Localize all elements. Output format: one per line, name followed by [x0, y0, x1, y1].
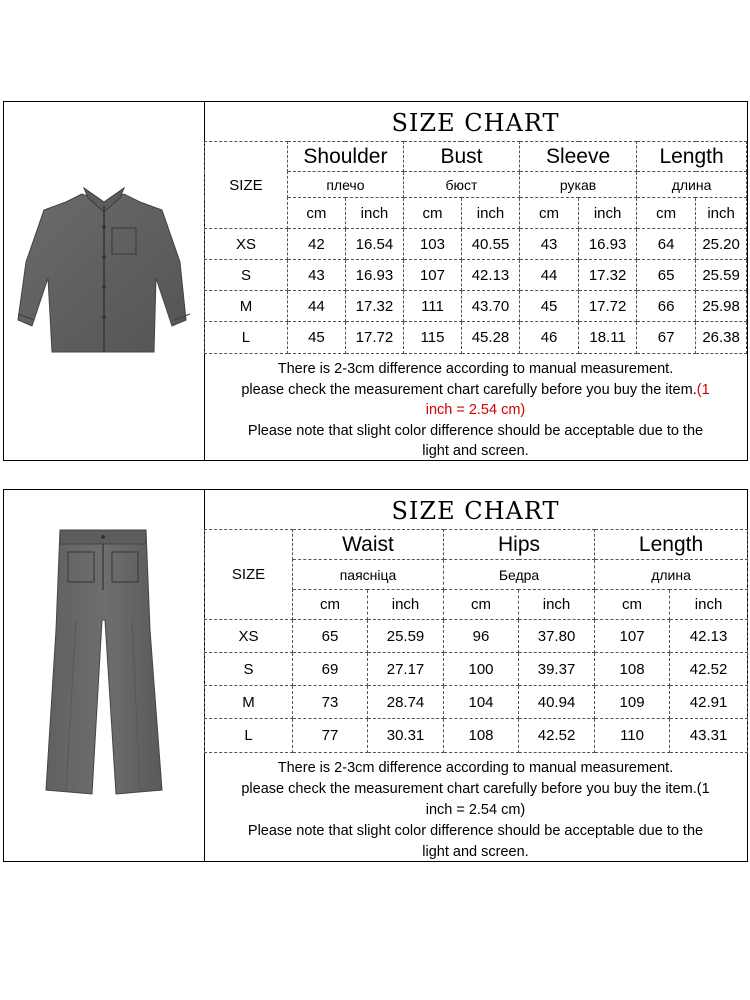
note-conversion: inch = 2.54 cm)	[425, 802, 526, 818]
value-cell: 17.72	[579, 291, 637, 322]
value-cell: 44	[520, 260, 579, 291]
value-cell: 17.32	[345, 291, 403, 322]
size-cell: S	[205, 260, 288, 291]
value-cell: 39.37	[519, 653, 595, 686]
value-cell: 67	[637, 322, 696, 354]
shirt-notes	[204, 359, 747, 462]
note-text: please check the measurement chart carefully before you buy the item.	[241, 381, 697, 398]
unit-inch: inch	[345, 198, 403, 229]
value-cell: 73	[293, 686, 368, 719]
shirt-size-chart-panel	[3, 101, 748, 461]
trousers-size-table	[204, 529, 748, 753]
value-cell: 42.52	[670, 653, 748, 686]
value-cell: 107	[403, 260, 461, 291]
value-cell: 42.52	[519, 719, 595, 753]
note-conversion: inch = 2.54 cm)	[425, 402, 526, 418]
size-cell: S	[205, 653, 293, 686]
value-cell: 42	[287, 229, 345, 260]
value-cell: 25.59	[696, 260, 747, 291]
length-translation: длина	[595, 560, 748, 590]
table-row	[205, 260, 747, 291]
value-cell: 27.17	[368, 653, 444, 686]
unit-inch: inch	[368, 590, 444, 620]
note-line: There is 2-3cm difference according to manual measurement.	[277, 760, 674, 776]
unit-cm: cm	[403, 198, 461, 229]
shirt-image	[4, 102, 204, 460]
table-row	[205, 686, 748, 719]
hips-header: Hips	[444, 530, 595, 560]
value-cell: 16.93	[345, 260, 403, 291]
shirt-chart	[204, 102, 747, 460]
value-cell: 109	[595, 686, 670, 719]
trousers-image-cell	[4, 490, 205, 861]
value-cell: 104	[444, 686, 519, 719]
value-cell: 77	[293, 719, 368, 753]
waist-translation: паяснiца	[293, 560, 444, 590]
value-cell: 66	[637, 291, 696, 322]
value-cell: 16.54	[345, 229, 403, 260]
shoulder-translation: плечо	[287, 172, 403, 198]
unit-cm: cm	[637, 198, 696, 229]
size-cell: M	[205, 686, 293, 719]
size-cell: XS	[205, 620, 293, 653]
size-cell: M	[205, 291, 288, 322]
value-cell: 42.13	[670, 620, 748, 653]
size-cell: L	[205, 719, 293, 753]
value-cell: 110	[595, 719, 670, 753]
size-header: SIZE	[205, 142, 288, 229]
value-cell: 17.72	[345, 322, 403, 354]
value-cell: 107	[595, 620, 670, 653]
table-row	[205, 322, 747, 354]
unit-inch: inch	[670, 590, 748, 620]
value-cell: 25.98	[696, 291, 747, 322]
value-cell: 40.94	[519, 686, 595, 719]
waist-header: Waist	[293, 530, 444, 560]
size-cell: L	[205, 322, 288, 354]
table-row	[205, 291, 747, 322]
unit-inch: inch	[519, 590, 595, 620]
chart-title: SIZE CHART	[391, 497, 560, 525]
value-cell: 37.80	[519, 620, 595, 653]
value-cell: 100	[444, 653, 519, 686]
value-cell: 46	[520, 322, 579, 354]
table-row	[205, 719, 748, 753]
value-cell: 45	[287, 322, 345, 354]
chart-title: SIZE CHART	[391, 109, 560, 137]
shirt-image-cell	[4, 102, 205, 460]
value-cell: 18.11	[579, 322, 637, 354]
trousers-chart	[204, 490, 747, 861]
shirt-size-table	[204, 141, 747, 354]
shoulder-header: Shoulder	[287, 142, 403, 172]
table-row	[205, 653, 748, 686]
value-cell: 115	[403, 322, 461, 354]
value-cell: 65	[637, 260, 696, 291]
trousers-size-chart-panel	[3, 489, 748, 862]
unit-cm: cm	[293, 590, 368, 620]
value-cell: 45	[520, 291, 579, 322]
note-line: Please note that slight color difference should be acceptable due to the	[247, 823, 704, 839]
length-translation: длина	[637, 172, 747, 198]
length-header: Length	[637, 142, 747, 172]
value-cell: 25.20	[696, 229, 747, 260]
value-cell: 43.70	[461, 291, 519, 322]
value-cell: 65	[293, 620, 368, 653]
value-cell: 96	[444, 620, 519, 653]
unit-cm: cm	[595, 590, 670, 620]
value-cell: 28.74	[368, 686, 444, 719]
sleeve-translation: рукав	[520, 172, 637, 198]
value-cell: 43	[520, 229, 579, 260]
sleeve-header: Sleeve	[520, 142, 637, 172]
unit-inch: inch	[461, 198, 519, 229]
value-cell: 42.91	[670, 686, 748, 719]
value-cell: 44	[287, 291, 345, 322]
value-cell: 69	[293, 653, 368, 686]
unit-cm: cm	[287, 198, 345, 229]
table-row	[205, 620, 748, 653]
unit-cm: cm	[444, 590, 519, 620]
note-line: Please note that slight color difference should be acceptable due to the	[247, 422, 704, 439]
value-cell: 42.13	[461, 260, 519, 291]
value-cell: 108	[444, 719, 519, 753]
size-cell: XS	[205, 229, 288, 260]
note-conversion: (1	[696, 381, 710, 398]
note-line: please check the measurement chart carefully before you buy the item.(1	[241, 781, 710, 797]
value-cell: 17.32	[579, 260, 637, 291]
value-cell: 108	[595, 653, 670, 686]
value-cell: 43.31	[670, 719, 748, 753]
hips-translation: Бедра	[444, 560, 595, 590]
value-cell: 25.59	[368, 620, 444, 653]
note-line: light and screen.	[422, 443, 529, 459]
value-cell: 111	[403, 291, 461, 322]
value-cell: 45.28	[461, 322, 519, 354]
unit-cm: cm	[520, 198, 579, 229]
unit-inch: inch	[579, 198, 637, 229]
value-cell: 103	[403, 229, 461, 260]
value-cell: 43	[287, 260, 345, 291]
value-cell: 26.38	[696, 322, 747, 354]
size-header: SIZE	[205, 530, 293, 620]
length-header: Length	[595, 530, 748, 560]
table-row	[205, 229, 747, 260]
note-line: There is 2-3cm difference according to manual measurement.	[277, 361, 674, 377]
trousers-image	[4, 490, 204, 861]
bust-translation: бюст	[403, 172, 519, 198]
value-cell: 16.93	[579, 229, 637, 260]
value-cell: 64	[637, 229, 696, 260]
note-line: light and screen.	[422, 844, 529, 860]
value-cell: 30.31	[368, 719, 444, 753]
trousers-notes	[204, 758, 747, 863]
unit-inch: inch	[696, 198, 747, 229]
bust-header: Bust	[403, 142, 519, 172]
note-line	[204, 380, 747, 401]
value-cell: 40.55	[461, 229, 519, 260]
